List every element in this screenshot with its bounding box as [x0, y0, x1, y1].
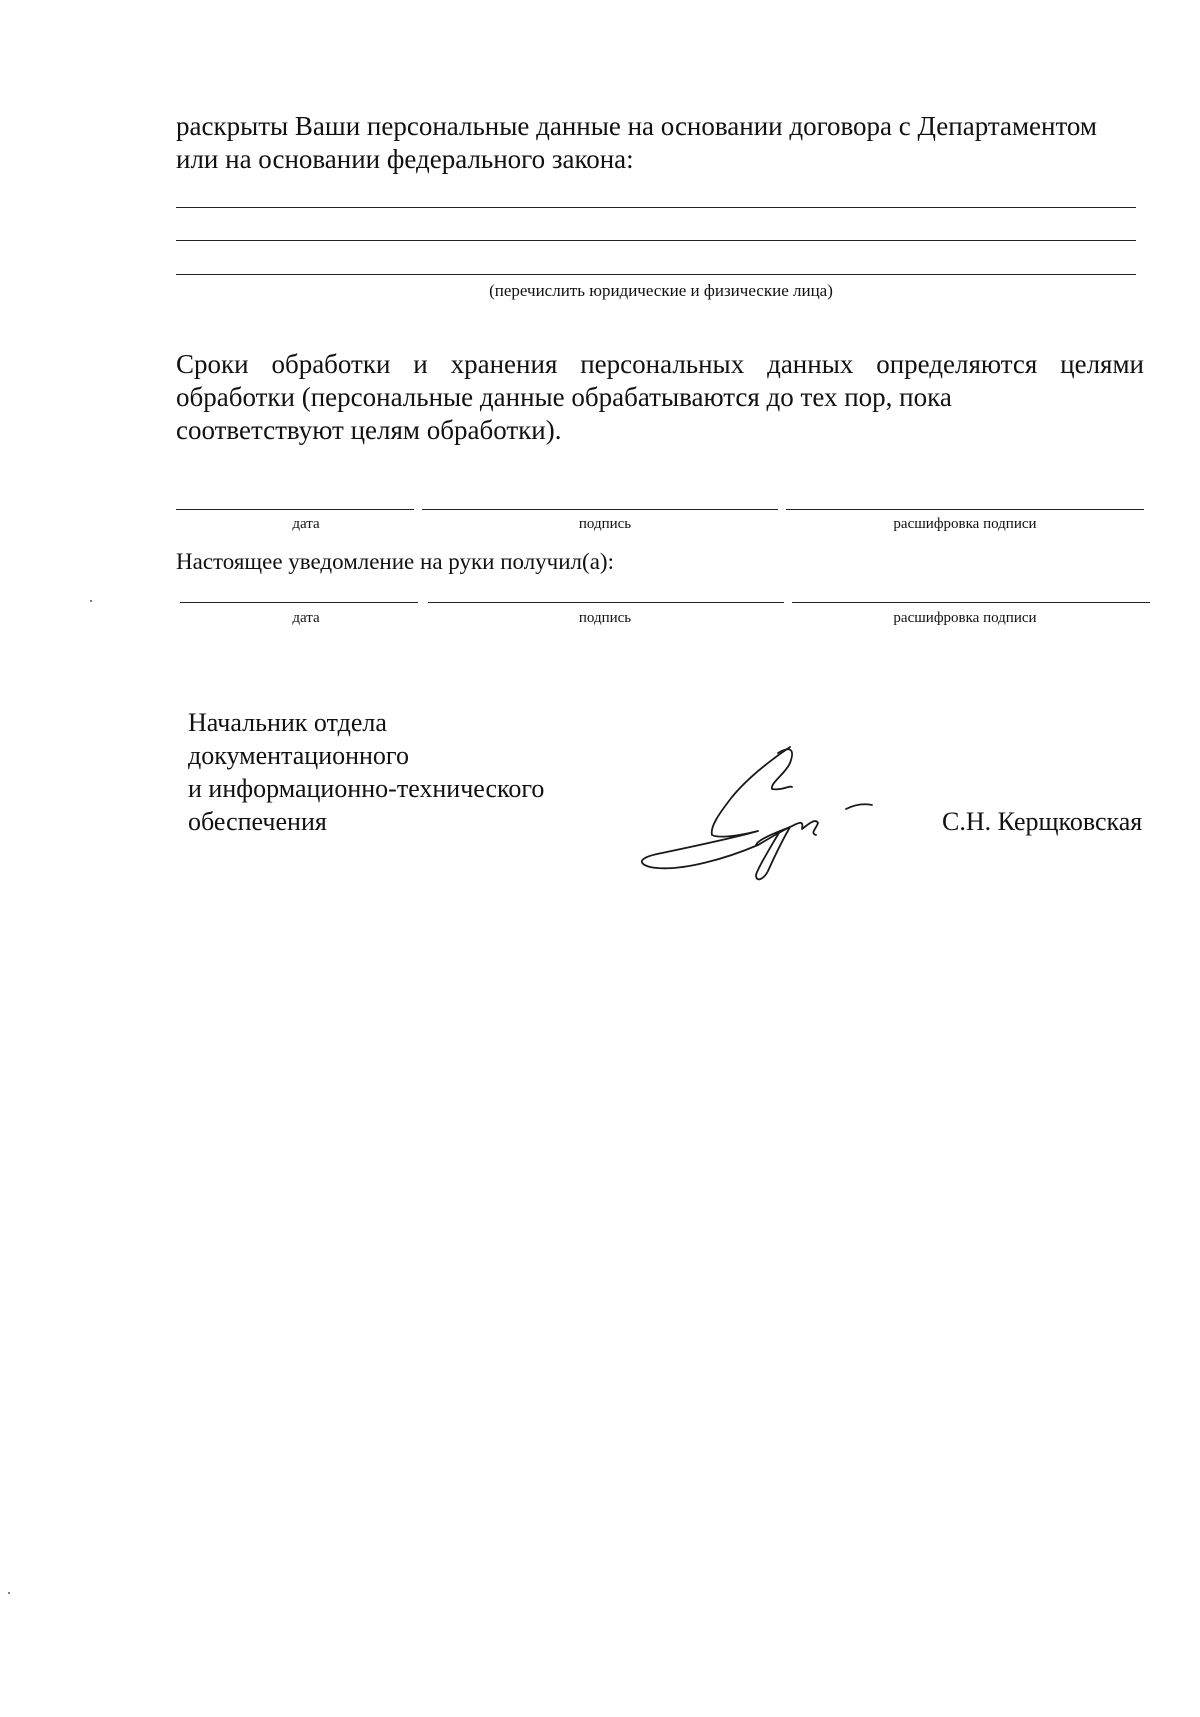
entities-caption: (перечислить юридические и физические лица): [489, 281, 833, 300]
handwritten-signature-icon: [640, 735, 890, 885]
terms-paragraph: [176, 348, 1144, 447]
signer-name: С.Н. Керщковская: [942, 807, 1143, 836]
signature-line-2[interactable]: [428, 602, 784, 603]
date-label-1: дата: [292, 516, 320, 532]
signer-title-line-4: обеспечения: [188, 807, 327, 836]
date-label-2: дата: [292, 610, 320, 626]
scan-speck: [8, 1592, 10, 1594]
decode-line-1[interactable]: [786, 509, 1144, 510]
terms-text-main: Сроки обработки и хранения персональных данных определяются целями обработки (персональные данные обрабатываются до тех пор, пока: [176, 349, 1144, 412]
entities-blank-line-3[interactable]: [176, 274, 1136, 275]
date-line-2[interactable]: [180, 602, 418, 603]
signature-label-1: подпись: [578, 516, 632, 532]
terms-text-last: соответствуют целям обработки).: [176, 415, 562, 445]
decode-label-1: расшифровка подписи: [893, 516, 1037, 532]
date-line-1[interactable]: [176, 509, 414, 510]
signature-label-2: подпись: [578, 610, 632, 626]
signature-line-1[interactable]: [422, 509, 778, 510]
signer-title-line-1: Начальник отдела: [188, 708, 387, 737]
intro-line-1: раскрыты Ваши персональные данные на основании договора с Департаментом: [176, 111, 1097, 141]
decode-line-2[interactable]: [792, 602, 1150, 603]
entities-blank-line-1[interactable]: [176, 207, 1136, 208]
entities-blank-line-2[interactable]: [176, 240, 1136, 241]
notice-received-text: Настоящее уведомление на руки получил(а):: [176, 549, 614, 574]
signer-title: [188, 706, 544, 838]
signer-title-line-2: документационного: [188, 741, 409, 770]
scan-speck: [90, 600, 92, 602]
decode-label-2: расшифровка подписи: [893, 610, 1037, 626]
intro-paragraph: [176, 110, 1156, 176]
signer-title-line-3: и информационно-технического: [188, 774, 545, 803]
intro-line-2: или на основании федерального закона:: [176, 144, 634, 174]
